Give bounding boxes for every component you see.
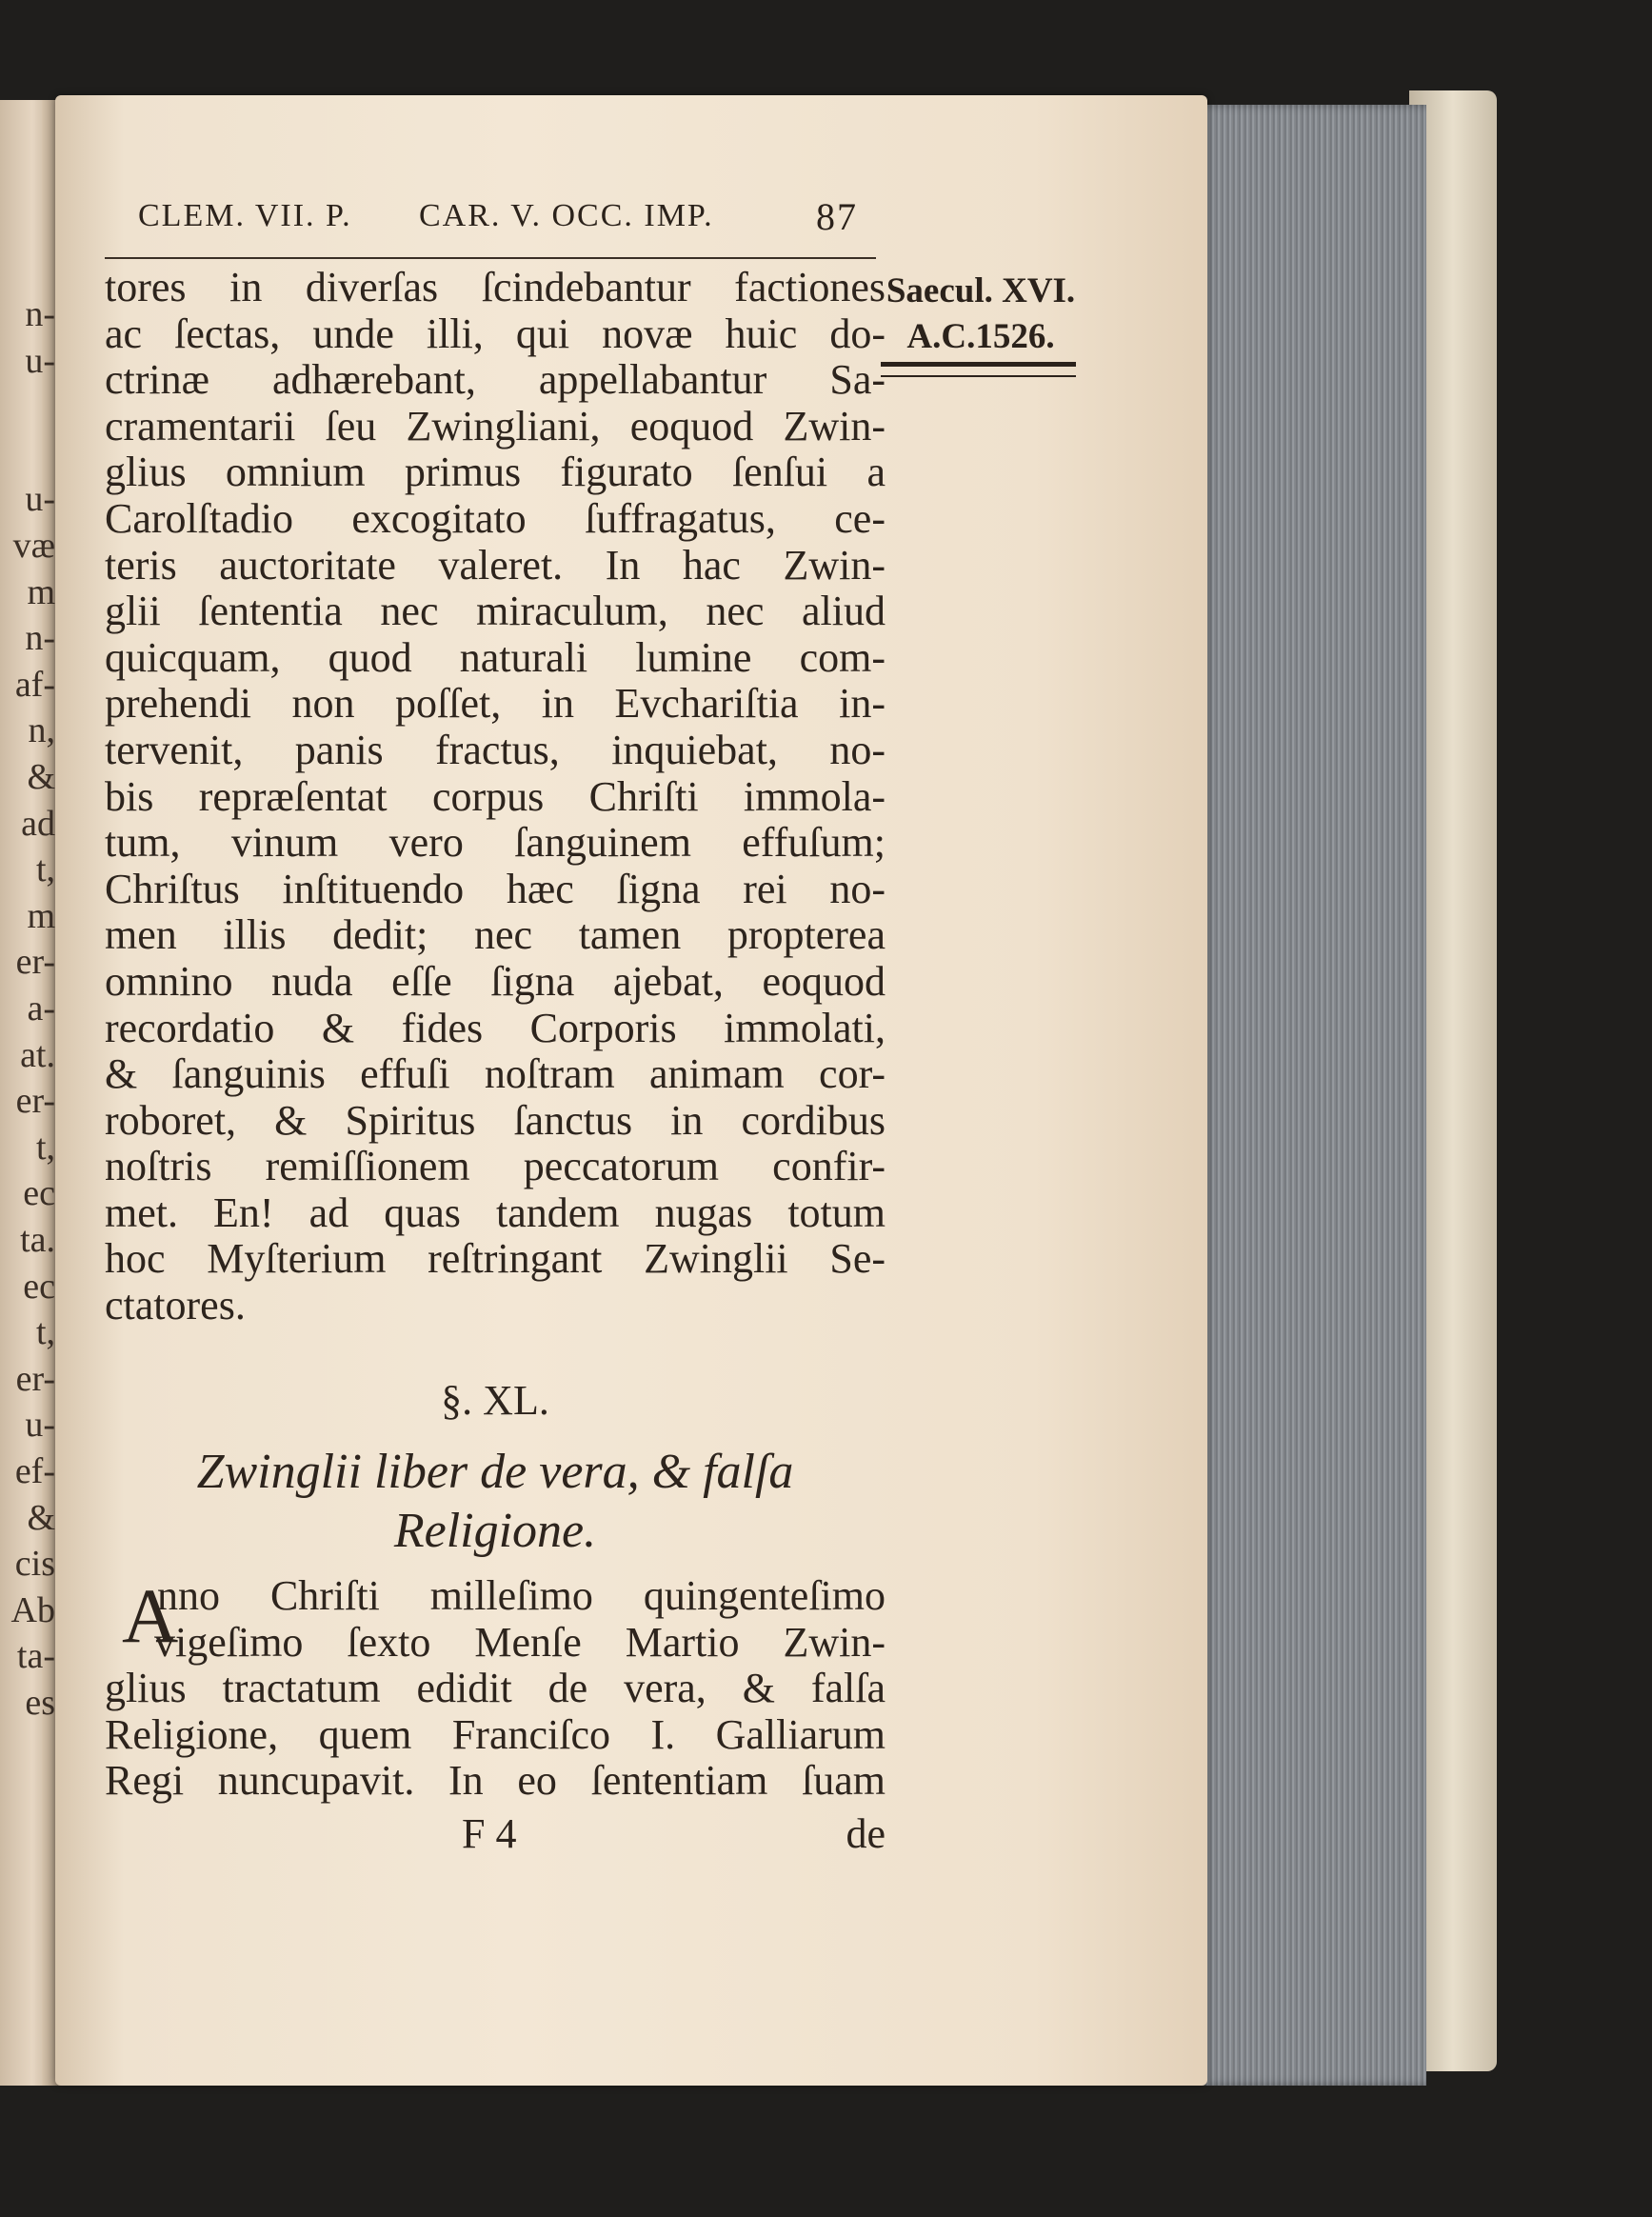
- left-page-fragment: t,: [35, 1127, 55, 1168]
- paragraph-two: [105, 1573, 886, 1805]
- body-line: ac ſectas, unde illi, qui novæ huic do-: [105, 310, 886, 357]
- left-page-fragment: ta.: [20, 1220, 55, 1260]
- left-page-fragment: n-: [25, 618, 55, 659]
- running-header: [138, 195, 871, 255]
- left-page-fragment: m: [27, 895, 55, 936]
- header-pope: CLEM. VII. P.: [138, 198, 352, 233]
- left-page-fragment: n,: [28, 710, 55, 751]
- body-line: noſtris remiſſionem peccatorum confir-: [105, 1143, 886, 1190]
- left-page-fragment: n-: [25, 294, 55, 334]
- body-line: hoc Myſterium reſtringant Zwinglii Se-: [105, 1235, 886, 1283]
- margin-century: Saecul. XVI.: [886, 271, 1076, 310]
- margin-rule-thick: [881, 362, 1076, 367]
- left-page-fragment: er-: [15, 942, 55, 983]
- left-page-fragment: t,: [35, 849, 55, 890]
- catchword: de: [846, 1810, 886, 1857]
- drop-cap: A: [122, 1572, 179, 1659]
- left-page-fragment: &: [27, 757, 55, 797]
- body-line: omnino nuda eſſe ſigna ajebat, eoquod: [105, 957, 886, 1005]
- body-line: Carolſtadio excogitato ſuffragatus, ce-: [105, 494, 886, 542]
- body-line: met. En! ad quas tandem nugas totum: [105, 1188, 886, 1236]
- section-title-line: Religione.: [393, 1504, 597, 1558]
- body-line: tores in diverſas ſcindebantur factiones: [105, 264, 886, 310]
- signature-mark: F 4: [462, 1810, 517, 1857]
- left-page-fragment: cis: [14, 1544, 55, 1585]
- margin-note: [876, 269, 1085, 360]
- body-line: tervenit, panis fractus, inquiebat, no-: [105, 726, 886, 773]
- left-page-fragment: ta-: [16, 1636, 55, 1677]
- body-line: recordatio & fides Corporis immolati,: [105, 1004, 886, 1051]
- body-line: men illis dedit; nec tamen propterea: [105, 911, 886, 959]
- body-line: nno Chriſti milleſimo quingenteſimo: [157, 1572, 886, 1619]
- left-page-fragment: af-: [14, 664, 55, 705]
- left-page-fragment: t,: [35, 1312, 55, 1353]
- body-line: bis repræſentat corpus Chriſti immola-: [105, 772, 886, 820]
- left-page-fragment: er-: [15, 1081, 55, 1122]
- body-line: quicquam, quod naturali lumine com-: [105, 633, 886, 681]
- left-page-fragment: ef-: [14, 1451, 55, 1491]
- body-line: prehendi non poſſet, in Evchariſtia in-: [105, 680, 886, 728]
- margin-rule-thin: [881, 375, 1076, 377]
- left-page-fragment: at.: [20, 1034, 55, 1075]
- left-page-fragment: ad: [21, 803, 55, 844]
- body-line: glii ſententia nec miraculum, nec aliud: [105, 588, 886, 635]
- section-title: [105, 1443, 886, 1561]
- left-page-fragment: ec: [23, 1266, 55, 1307]
- body-text: [105, 265, 886, 1329]
- body-line: roboret, & Spiritus ſanctus in cordibus: [105, 1096, 886, 1144]
- left-page-fragment: ec: [23, 1173, 55, 1214]
- body-line: teris auctoritate valeret. In hac Zwin-: [105, 541, 886, 589]
- body-line: & ſanguinis effuſi noſtram animam cor-: [105, 1050, 886, 1098]
- section-title-line: Zwinglii liber de vera, & falſa: [196, 1445, 794, 1499]
- body-line: Chriſtus inſtituendo hæc ſigna rei no-: [105, 865, 886, 912]
- body-line: Religione, quem Franciſco I. Galliarum: [105, 1710, 886, 1758]
- left-page-fragment: es: [25, 1683, 55, 1723]
- body-line: tum, vinum vero ſanguinem effuſum;: [105, 819, 886, 867]
- page-block-fore-edge: [1198, 105, 1426, 2086]
- body-line: vigeſimo ſexto Menſe Martio Zwin-: [154, 1618, 886, 1666]
- left-page-fragment: u-: [25, 340, 55, 381]
- body-line: ctatores.: [105, 1282, 246, 1329]
- left-page-fragment: er-: [15, 1358, 55, 1399]
- left-page-fragment: a-: [27, 989, 55, 1029]
- left-page-fragment: u-: [25, 479, 55, 520]
- page-number: 87: [816, 195, 858, 238]
- body-line: glius omnium primus figurato ſenſui a: [105, 449, 886, 496]
- margin-year: A.C.1526.: [906, 317, 1055, 356]
- body-line: glius tractatum edidit de vera, & falſa: [105, 1665, 886, 1712]
- body-line: Regi nuncupavit. In eo ſententiam ſuam: [105, 1757, 886, 1805]
- section-number: §. XL.: [441, 1377, 549, 1424]
- left-page-fragment: u-: [25, 1405, 55, 1446]
- header-emperor: CAR. V. OCC. IMP.: [419, 198, 714, 233]
- left-page-fragment: Ab: [10, 1589, 55, 1630]
- left-page-fragment: væ: [12, 526, 55, 566]
- body-line: cramentarii ſeu Zwingliani, eoquod Zwin-: [105, 402, 886, 449]
- body-line: ctrinæ adhærebant, appellabantur Sa-: [105, 356, 886, 404]
- header-rule: [105, 257, 876, 259]
- left-page-fragment: &: [27, 1497, 55, 1538]
- left-page-fragment: m: [27, 571, 55, 612]
